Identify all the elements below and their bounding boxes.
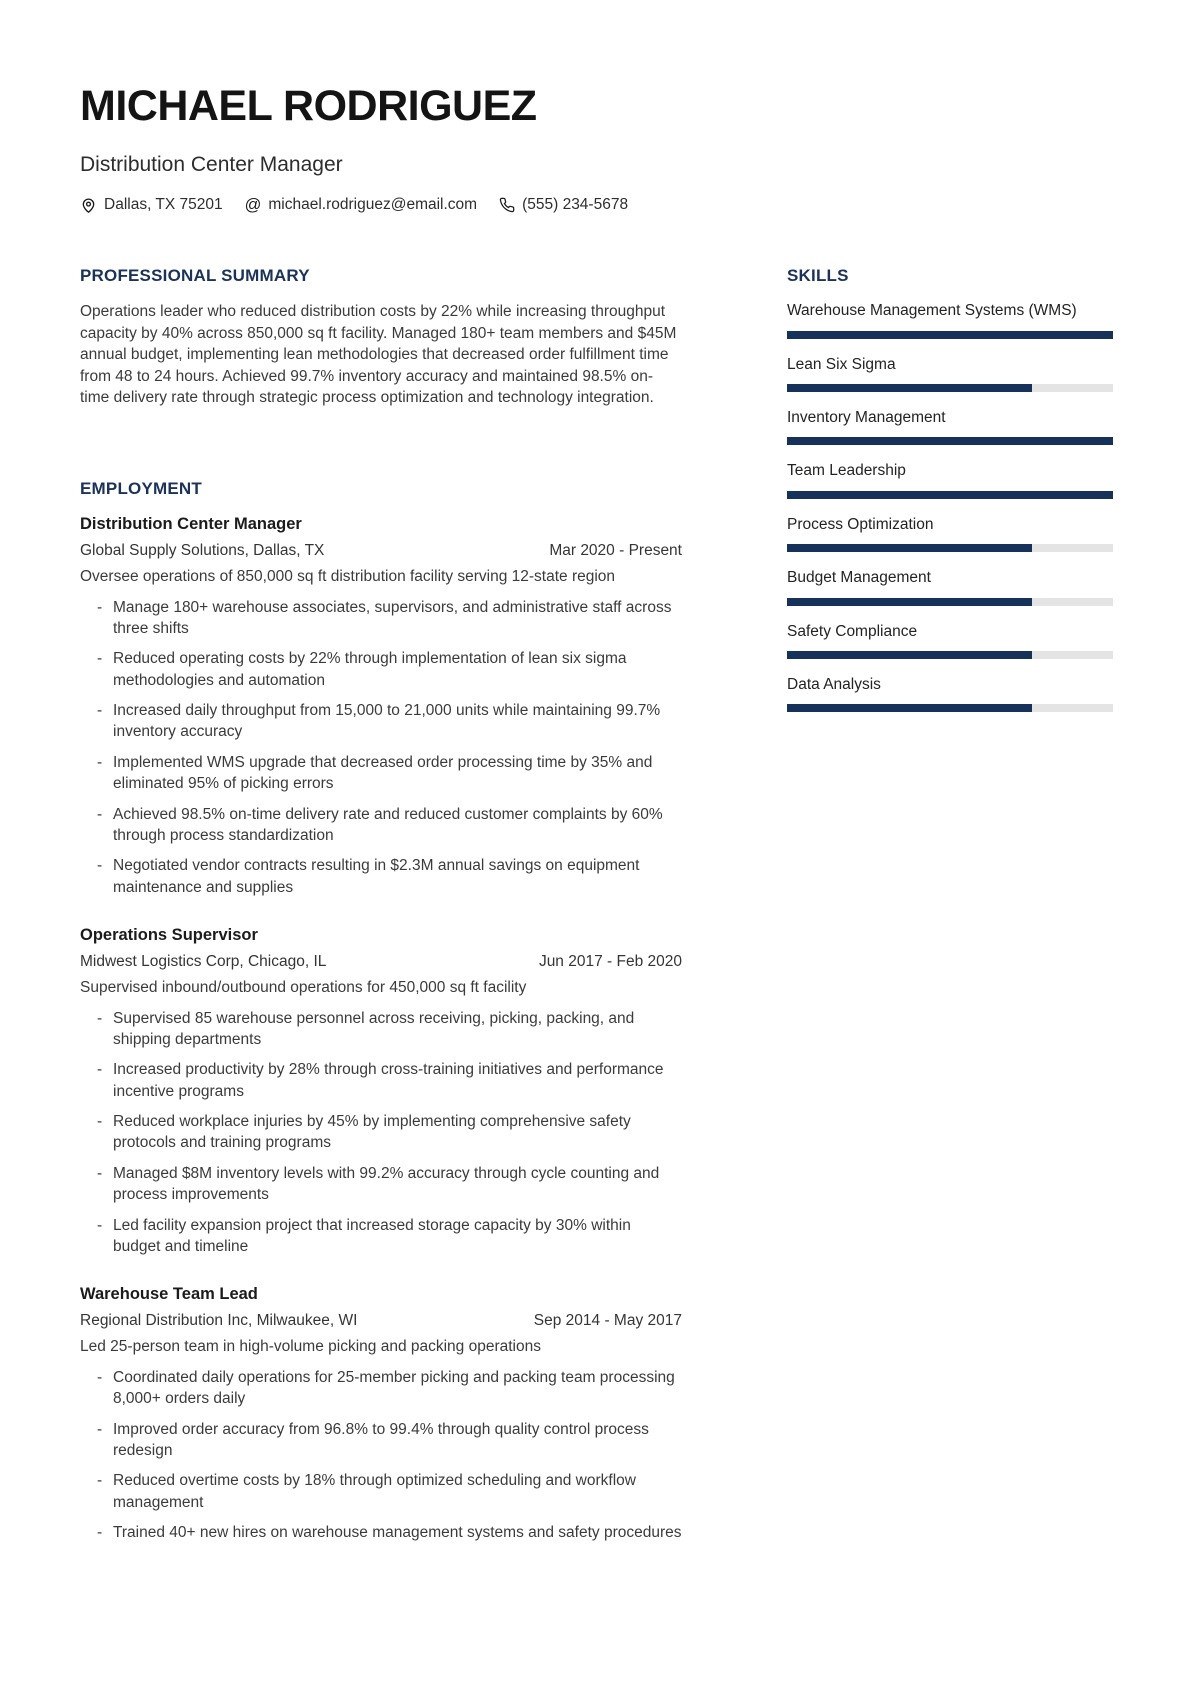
skill-progress-track — [787, 598, 1113, 606]
bullet-dash-marker: - — [97, 1164, 103, 1182]
job-bullet — [80, 1419, 682, 1462]
bullet-text: Achieved 98.5% on-time delivery rate and reduced customer complaints by 60% through process standardization — [113, 805, 663, 844]
right-column — [787, 266, 1113, 1543]
job-company: Regional Distribution Inc, Milwaukee, WI — [80, 1311, 358, 1329]
skill-progress-track — [787, 491, 1113, 499]
bullet-text: Reduced workplace injuries by 45% by implementing comprehensive safety protocols and training programs — [113, 1113, 631, 1152]
job-bullet — [80, 1111, 682, 1154]
job-entry — [80, 925, 682, 1257]
skill-progress-track — [787, 384, 1113, 392]
job-bullet — [80, 1059, 682, 1102]
skill-progress-track — [787, 331, 1113, 339]
bullet-dash-marker: - — [97, 598, 103, 616]
left-column — [80, 266, 682, 1543]
job-dates: Sep 2014 - May 2017 — [533, 1311, 682, 1329]
skill-progress-track — [787, 651, 1113, 659]
contact-email-text: michael.rodriguez@email.com — [268, 196, 478, 214]
job-meta-row — [80, 953, 682, 971]
skill-label: Safety Compliance — [787, 622, 918, 640]
job-title: Operations Supervisor — [80, 926, 258, 945]
bullet-text: Increased daily throughput from 15,000 to 21,000 units while maintaining 99.7% inventory accuracy — [113, 702, 661, 741]
skill-item — [787, 675, 1113, 712]
job-meta-row — [80, 542, 682, 560]
job-bullet — [80, 1367, 682, 1410]
bullet-text: Led facility expansion project that increased storage capacity by 30% within budget and timeline — [113, 1216, 631, 1255]
skill-item — [787, 301, 1113, 338]
skill-item — [787, 461, 1113, 498]
job-bullet — [80, 1522, 682, 1543]
contact-phone — [499, 196, 628, 214]
bullet-text: Negotiated vendor contracts resulting in $2.3M annual savings on equipment maintenance and supplies — [113, 857, 640, 896]
job-dates: Jun 2017 - Feb 2020 — [538, 952, 682, 970]
bullet-text: Managed $8M inventory levels with 99.2% accuracy through cycle counting and process improvements — [113, 1164, 660, 1204]
skill-label: Process Optimization — [787, 515, 934, 533]
bullet-dash-marker: - — [97, 1420, 103, 1438]
job-company: Global Supply Solutions, Dallas, TX — [80, 541, 325, 559]
job-description: Led 25-person team in high-volume picking and packing operations — [80, 1337, 541, 1355]
skill-progress-track — [787, 544, 1113, 552]
bullet-dash-marker: - — [97, 1472, 103, 1490]
summary-heading: PROFESSIONAL SUMMARY — [80, 266, 310, 286]
job-title: Distribution Center Manager — [80, 514, 302, 533]
skill-progress-track — [787, 704, 1113, 712]
skill-progress-fill — [787, 331, 1113, 339]
email-at-icon: @ — [244, 196, 262, 215]
job-description: Supervised inbound/outbound operations for 450,000 sq ft facility — [80, 978, 527, 996]
job-entry — [80, 1284, 682, 1543]
job-bullet — [80, 1215, 682, 1258]
skill-label: Warehouse Management Systems (WMS) — [787, 302, 1077, 320]
skill-item — [787, 622, 1113, 659]
bullet-text: Trained 40+ new hires on warehouse management systems and safety procedures — [113, 1524, 682, 1542]
skill-progress-fill — [787, 598, 1032, 606]
job-bullet — [80, 1163, 682, 1206]
columns — [80, 266, 1113, 1543]
job-bullet — [80, 648, 682, 691]
person-title: Distribution Center Manager — [80, 153, 343, 177]
skill-progress-track — [787, 437, 1113, 445]
skill-label: Data Analysis — [787, 675, 881, 693]
bullet-dash-marker: - — [97, 1524, 103, 1542]
location-pin-icon — [80, 197, 97, 214]
employment-section — [80, 479, 682, 1544]
bullet-text: Coordinated daily operations for 25-member picking and packing team processing 8,000+ orders daily — [113, 1368, 675, 1408]
bullet-dash-marker: - — [97, 702, 103, 720]
skill-progress-fill — [787, 704, 1032, 712]
job-dates: Mar 2020 - Present — [549, 541, 682, 559]
skill-item — [787, 355, 1113, 392]
bullet-text: Increased productivity by 28% through cross-training initiatives and performance incentive programs — [113, 1061, 664, 1100]
employment-heading: EMPLOYMENT — [80, 478, 202, 498]
contact-phone-text: (555) 234-5678 — [522, 196, 629, 214]
bullet-text: Reduced operating costs by 22% through implementation of lean six sigma methodologies and automation — [113, 650, 627, 689]
bullet-text: Supervised 85 warehouse personnel across receiving, picking, packing, and shipping departments — [113, 1009, 635, 1048]
bullet-text: Reduced overtime costs by 18% through optimized scheduling and workflow management — [113, 1472, 636, 1511]
job-meta-row — [80, 1312, 682, 1330]
bullet-dash-marker: - — [97, 650, 103, 668]
contact-location — [80, 196, 223, 214]
job-bullet — [80, 752, 682, 795]
skill-progress-fill — [787, 491, 1113, 499]
job-bullets — [80, 597, 682, 899]
job-bullets — [80, 1367, 682, 1544]
bullet-dash-marker: - — [97, 857, 103, 875]
skill-label: Lean Six Sigma — [787, 355, 896, 373]
job-company: Midwest Logistics Corp, Chicago, IL — [80, 952, 327, 970]
skill-progress-fill — [787, 384, 1032, 392]
skill-progress-fill — [787, 544, 1032, 552]
bullet-dash-marker: - — [97, 1009, 103, 1027]
job-title: Warehouse Team Lead — [80, 1285, 258, 1304]
job-bullet — [80, 597, 682, 640]
job-bullet — [80, 1008, 682, 1051]
skill-progress-fill — [787, 651, 1032, 659]
job-description: Oversee operations of 850,000 sq ft distribution facility serving 12-state region — [80, 567, 616, 585]
bullet-text: Improved order accuracy from 96.8% to 99.4% through quality control process redesign — [113, 1420, 649, 1459]
bullet-dash-marker: - — [97, 1368, 103, 1386]
skill-item — [787, 515, 1113, 552]
bullet-dash-marker: - — [97, 753, 103, 771]
skill-label: Inventory Management — [787, 409, 946, 427]
person-name: MICHAEL RODRIGUEZ — [80, 82, 537, 130]
job-bullet — [80, 1470, 682, 1513]
skill-progress-fill — [787, 437, 1113, 445]
bullet-dash-marker: - — [97, 805, 103, 823]
skill-label: Team Leadership — [787, 462, 906, 480]
job-bullet — [80, 855, 682, 898]
phone-icon — [499, 197, 515, 213]
skill-item — [787, 408, 1113, 445]
job-entry — [80, 514, 682, 898]
job-bullet — [80, 700, 682, 743]
contact-location-text: Dallas, TX 75201 — [104, 196, 223, 214]
skills-heading: SKILLS — [787, 266, 849, 286]
bullet-text: Implemented WMS upgrade that decreased order processing time by 35% and eliminated 95% of picking errors — [113, 753, 653, 793]
bullet-dash-marker: - — [97, 1113, 103, 1131]
resume-header — [80, 84, 1113, 214]
bullet-dash-marker: - — [97, 1061, 103, 1079]
contact-row — [80, 196, 1113, 214]
job-bullet — [80, 804, 682, 847]
bullet-text: Manage 180+ warehouse associates, supervisors, and administrative staff across three shifts — [113, 598, 672, 637]
jobs-list — [80, 514, 682, 1544]
skill-label: Budget Management — [787, 569, 931, 587]
contact-email — [245, 196, 477, 214]
bullet-dash-marker: - — [97, 1216, 103, 1234]
skill-item — [787, 568, 1113, 605]
skills-list — [787, 301, 1113, 712]
summary-section — [80, 266, 682, 409]
summary-text: Operations leader who reduced distribution costs by 22% while increasing throughput capacity by 40% across 850,000 sq ft facility. Managed 180+ team members and $45M annual budget, implementing lean methodologies that decreased order fulfillment time from 48 to 24 hours. Achieved 99.7% inventory accuracy and maintained 98.5% on-time delivery rate through strategic process optimization and technology integration. — [80, 303, 677, 407]
job-bullets — [80, 1008, 682, 1258]
